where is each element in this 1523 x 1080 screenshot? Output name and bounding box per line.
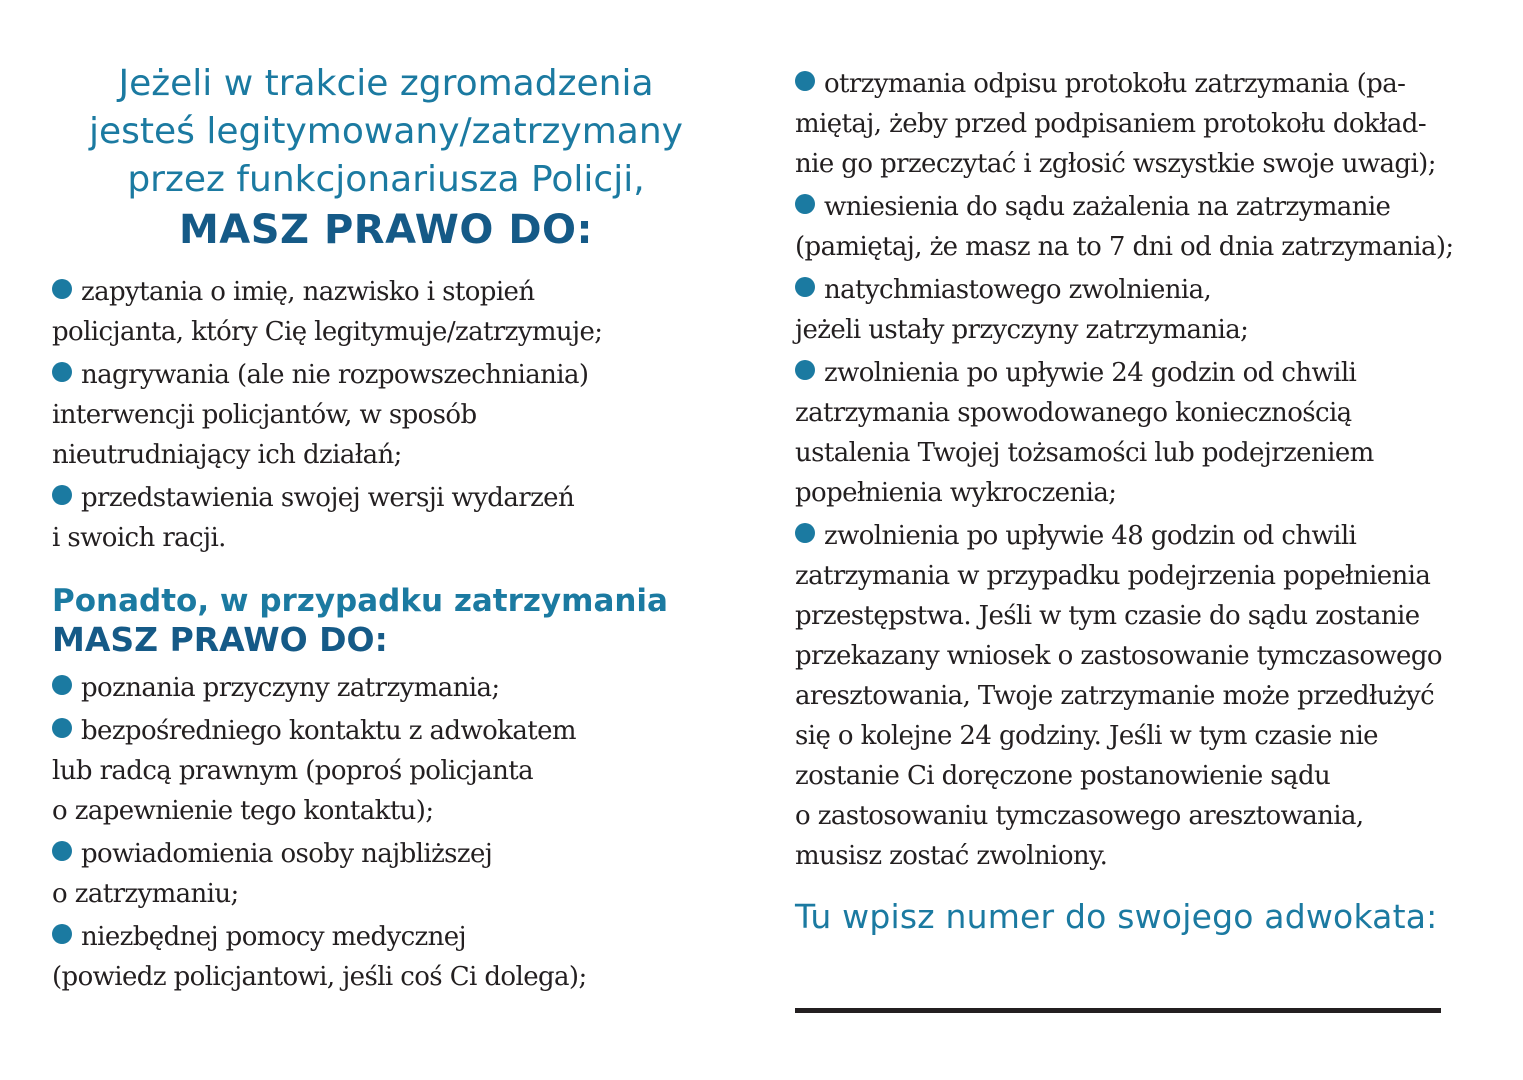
- detention-rights-list: [52, 668, 732, 997]
- main-heading: [40, 60, 732, 256]
- bullet-icon: [52, 924, 72, 944]
- list-item: nagrywania (ale nie rozpowszechniania) interwencji policjantów, w sposób nieutrudniający ich działań;: [52, 360, 589, 470]
- subheading-emphasis: MASZ PRAWO DO:: [52, 620, 388, 659]
- bullet-icon: [795, 360, 815, 380]
- bullet-icon: [795, 277, 815, 297]
- left-column: [52, 60, 732, 1000]
- bullet-icon: [52, 362, 72, 382]
- lawyer-number-write-line: [795, 1008, 1441, 1013]
- bullet-icon: [52, 279, 72, 299]
- list-item: bezpośredniego kontaktu z adwokatem lub radcą prawnym (poproś policjanta o zapewnienie tego kontaktu);: [52, 716, 576, 826]
- list-item: zapytania o imię, nazwisko i stopień policjanta, który Cię legitymuje/zatrzymuje;: [52, 277, 603, 347]
- detention-subheading: Ponadto, w przypadku zatrzymania MASZ PRAWO DO:: [52, 582, 732, 660]
- list-item: wniesienia do sądu zażalenia na zatrzymanie (pamiętaj, że masz na to 7 dni od dnia zatrzymania);: [795, 192, 1454, 262]
- list-item: niezbędnej pomocy medycznej (powiedz policjantowi, jeśli coś Ci dolega);: [52, 922, 587, 992]
- heading-line: przez funkcjonariusza Policji,: [127, 159, 645, 200]
- bullet-icon: [52, 675, 72, 695]
- detention-rights-list-continued: [795, 64, 1495, 876]
- list-item: zwolnienia po upływie 24 godzin od chwili zatrzymania spowodowanego koniecznością ustalenia Twojej tożsamości lub podejrzeniem popełnienia wykroczenia;: [795, 358, 1374, 508]
- bullet-icon: [795, 194, 815, 214]
- bullet-icon: [795, 71, 815, 91]
- list-item: natychmiastowego zwolnienia, jeżeli ustały przyczyny zatrzymania;: [795, 275, 1249, 345]
- list-item: powiadomienia osoby najbliższej o zatrzymaniu;: [52, 839, 493, 909]
- bullet-icon: [52, 485, 72, 505]
- heading-line: Jeżeli w trakcie zgromadzenia: [118, 63, 654, 104]
- list-item: poznania przyczyny zatrzymania;: [52, 668, 732, 708]
- heading-emphasis: MASZ PRAWO DO:: [178, 207, 594, 253]
- right-column: [795, 64, 1495, 938]
- list-item: zwolnienia po upływie 48 godzin od chwili zatrzymania w przypadku podejrzenia popełnienia przestępstwa. Jeśli w tym czasie do sądu zostanie przekazany wniosek o zastosowanie tymczasowego aresztowania, Twoje zatrzymanie może przedłużyć się o kolejne 24 godziny. Jeśli w tym czasie nie zostanie Ci doręczone postanowienie sądu o zastosowaniu tymczasowego aresztowania, musisz zostać zwolniony.: [795, 521, 1442, 871]
- bullet-icon: [52, 718, 72, 738]
- list-item: przedstawienia swojej wersji wydarzeń i swoich racji.: [52, 483, 575, 553]
- heading-line: jesteś legitymowany/zatrzymany: [89, 111, 683, 152]
- rights-list: [52, 272, 732, 558]
- bullet-icon: [795, 523, 815, 543]
- bullet-icon: [52, 841, 72, 861]
- lawyer-number-label: Tu wpisz numer do swojego adwokata:: [795, 897, 1438, 936]
- list-item: otrzymania odpisu protokołu zatrzymania (pa- miętaj, żeby przed podpisaniem protokołu dokład- nie go przeczytać i zgłosić wszystkie swoje uwagi);: [795, 69, 1436, 179]
